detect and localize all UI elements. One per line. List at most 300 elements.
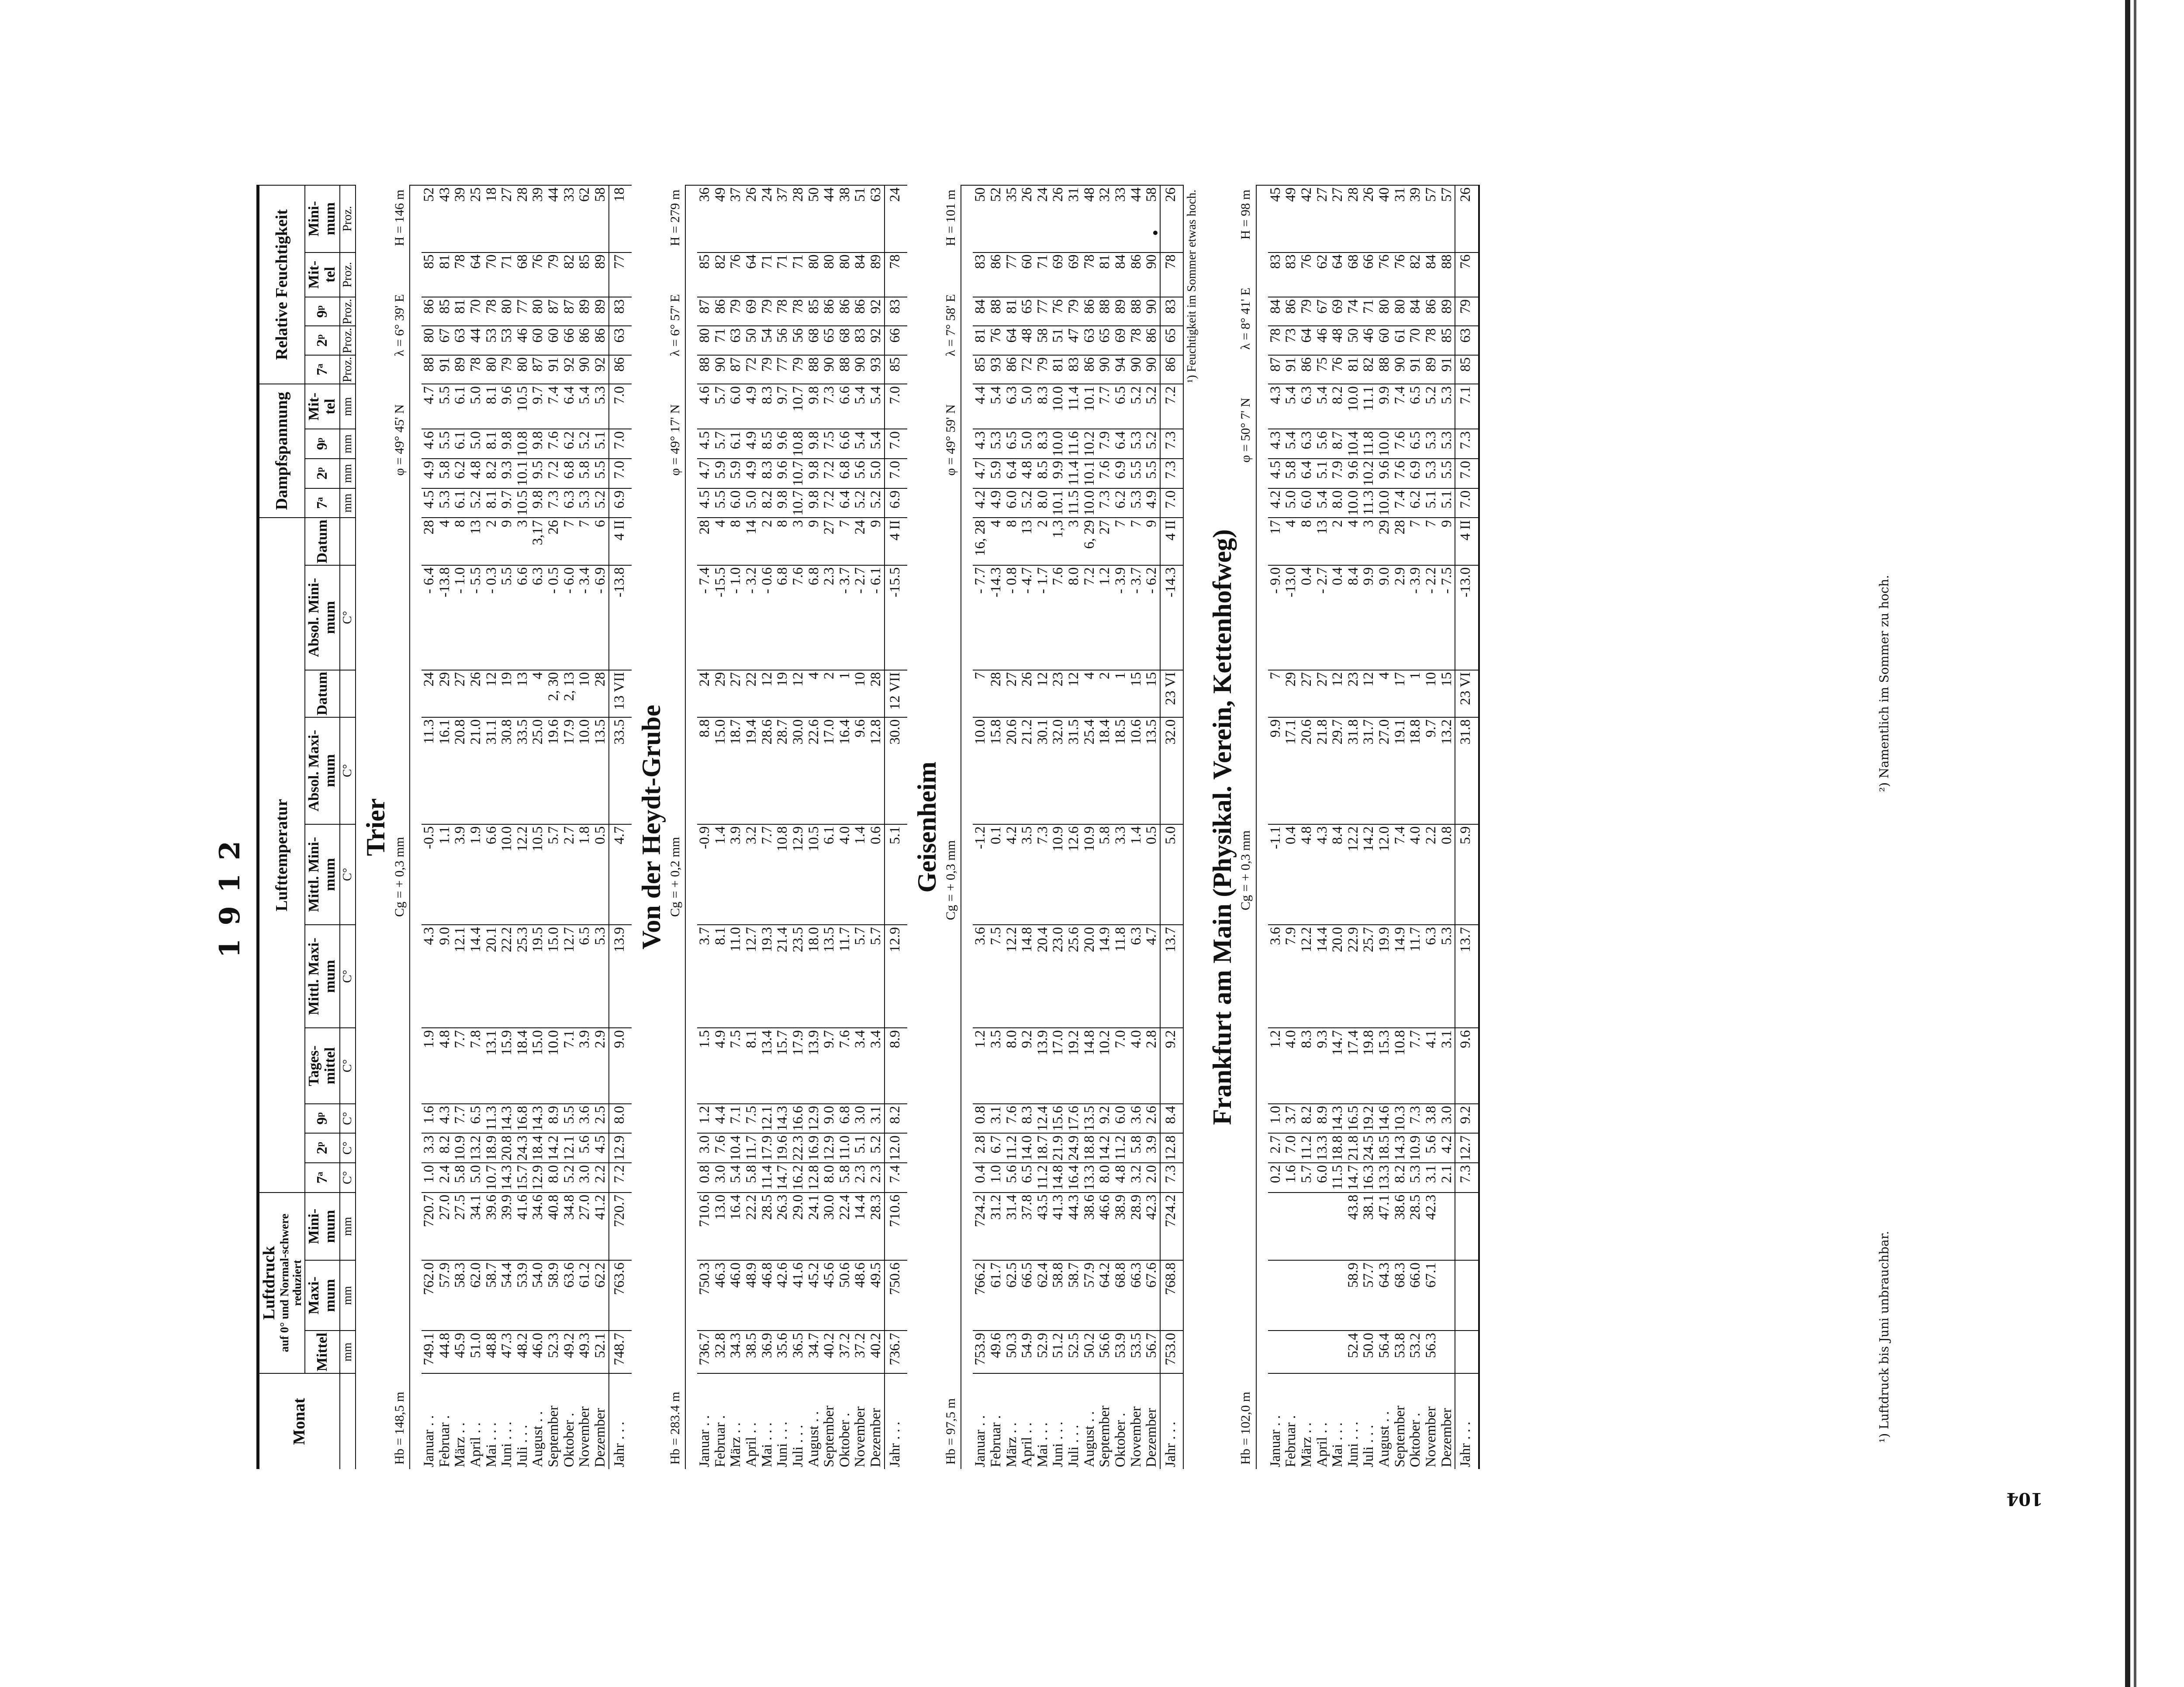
value-cell: 50.0 [1361, 1331, 1377, 1373]
value-cell: 5.5 [593, 459, 609, 488]
value-cell: 2, 13 [562, 670, 577, 717]
value-cell: 17.0 [1051, 1028, 1066, 1103]
value-cell: 47.3 [499, 1331, 515, 1373]
value-cell: 12.0 [1377, 824, 1393, 925]
value-cell: 10.0 [546, 1028, 562, 1103]
table-body [356, 185, 1479, 1469]
header-dampfspannung: Dampfspannung [258, 384, 305, 518]
value-cell: 26 [468, 670, 484, 717]
value-cell: 5.7 [713, 429, 729, 459]
value-cell: 6.8 [837, 459, 853, 488]
year-value: 7.1 [1455, 384, 1479, 429]
value-cell: 89 [593, 297, 609, 326]
value-cell: 78 [1268, 326, 1284, 355]
value-cell: 11.1 [1361, 384, 1377, 429]
value-cell: 16.9 [806, 1133, 822, 1163]
value-cell: 3.1 [868, 1104, 885, 1134]
value-cell: 27 [1299, 670, 1315, 717]
value-cell: 79 [499, 355, 515, 384]
value-cell: 18.4 [530, 1133, 546, 1163]
value-cell: -0.5 [422, 824, 437, 925]
value-cell: 7.3 [546, 488, 562, 518]
year-value: 77 [609, 252, 632, 297]
value-cell: 13.9 [806, 1028, 822, 1103]
value-cell: 27.0 [437, 1193, 453, 1260]
unit-header: mm [340, 1260, 356, 1331]
value-cell: 58.7 [1066, 1260, 1082, 1331]
value-cell: 5.3 [1439, 925, 1455, 1028]
value-cell: 58 [1144, 185, 1160, 252]
value-cell: 4.9 [1144, 488, 1160, 518]
value-cell: 9 [806, 518, 822, 565]
value-cell: 12.7 [562, 925, 577, 1028]
value-cell: 76 [1299, 252, 1315, 297]
value-cell: 87 [562, 297, 577, 326]
value-cell: 76 [1393, 252, 1408, 297]
value-cell: 7.2 [1082, 565, 1098, 670]
value-cell: 7.3 [1097, 488, 1113, 518]
value-cell: 11.5 [1330, 1163, 1346, 1193]
value-cell: 7.5 [988, 925, 1004, 1028]
unit-header: mm [340, 488, 356, 518]
value-cell: 49.2 [562, 1331, 577, 1373]
value-cell: 6.6 [837, 384, 853, 429]
value-cell: 12.9 [806, 1104, 822, 1134]
value-cell: 89 [593, 252, 609, 297]
value-cell: 89 [577, 297, 593, 326]
table-row [1129, 185, 1144, 1469]
value-cell: 15.0 [530, 1028, 546, 1103]
value-cell: 22.4 [837, 1193, 853, 1260]
column-header: Mini-mum [305, 185, 339, 252]
value-cell: 85 [577, 252, 593, 297]
value-cell: 4 [1082, 670, 1098, 717]
year-value: 5.1 [885, 824, 908, 925]
value-cell: 88 [1097, 297, 1113, 326]
value-cell: 31 [1393, 185, 1408, 252]
value-cell: 10.0 [973, 717, 988, 824]
table-row [853, 185, 868, 1469]
value-cell: 91 [1439, 355, 1455, 384]
value-cell: 41.2 [593, 1193, 609, 1260]
value-cell: 53 [499, 326, 515, 355]
value-cell: 89 [1439, 297, 1455, 326]
station-coords [668, 190, 682, 476]
value-cell: 10.5 [515, 488, 531, 518]
year-value: 7.0 [609, 459, 632, 488]
value-cell: 4.8 [1299, 824, 1315, 925]
value-cell: 21.8 [1346, 1133, 1362, 1163]
unit-header: Proz. [340, 185, 356, 252]
value-cell: 58.7 [484, 1260, 500, 1331]
value-cell: 90 [713, 355, 729, 384]
value-cell: 0.2 [1268, 1163, 1284, 1193]
value-cell: 12 [760, 670, 775, 717]
header-row-columns [305, 185, 339, 1469]
value-cell: 84 [853, 252, 868, 297]
value-cell: 8.1 [484, 488, 500, 518]
value-cell: 81 [973, 326, 988, 355]
value-cell: 52 [422, 185, 437, 252]
year-value: 4 II [609, 518, 632, 565]
year-value: 13.7 [1160, 925, 1184, 1028]
spacer-cell [1256, 185, 1268, 1469]
value-cell: 83 [1268, 252, 1284, 297]
month-cell: Juli . . . [515, 1373, 531, 1469]
value-cell: - 3.4 [577, 565, 593, 670]
value-cell: 12.1 [453, 925, 468, 1028]
value-cell: 6.4 [837, 488, 853, 518]
value-cell: 5.3 [577, 488, 593, 518]
value-cell: 9.9 [1268, 717, 1284, 824]
value-cell: 28 [1393, 518, 1408, 565]
value-cell: 78 [468, 355, 484, 384]
year-label: Jahr . . . [885, 1373, 908, 1469]
value-cell: 28.3 [868, 1193, 885, 1260]
value-cell: 18.5 [1377, 1133, 1393, 1163]
value-cell: - 6.2 [1144, 565, 1160, 670]
spacer-cell [685, 185, 697, 1469]
value-cell: 4 [988, 518, 1004, 565]
value-cell: 68 [837, 326, 853, 355]
value-cell: 736.7 [697, 1331, 713, 1373]
value-cell: 38 [837, 185, 853, 252]
value-cell: 56.3 [1424, 1331, 1439, 1373]
value-cell: 44.3 [1066, 1193, 1082, 1260]
value-cell: 71 [1035, 252, 1051, 297]
month-cell: Juni . . . [1051, 1373, 1066, 1469]
value-cell: 3.6 [577, 1104, 593, 1134]
value-cell: 10.9 [1408, 1133, 1424, 1163]
value-cell: 31.2 [988, 1193, 1004, 1260]
value-cell: 44 [468, 326, 484, 355]
value-cell: 44 [822, 185, 837, 252]
value-cell: 17.9 [791, 1028, 806, 1103]
value-cell: 9.9 [1361, 565, 1377, 670]
value-cell: 67 [437, 326, 453, 355]
value-cell: 46.6 [1097, 1193, 1113, 1260]
value-cell: 14.0 [1019, 1133, 1035, 1163]
value-cell: 14.7 [775, 1163, 791, 1193]
value-cell: 5.4 [1283, 429, 1299, 459]
value-cell: 6.6 [515, 565, 531, 670]
year-value: 5.9 [1455, 824, 1479, 925]
value-cell: 10.5 [806, 824, 822, 925]
value-cell: 18.5 [1113, 717, 1129, 824]
value-cell: 7.3 [1408, 1104, 1424, 1134]
value-cell: 13.1 [484, 1028, 500, 1103]
value-cell: 79 [1035, 355, 1051, 384]
value-cell: 87 [697, 297, 713, 326]
year-value: 724.2 [1160, 1193, 1184, 1260]
year-row [885, 185, 908, 1469]
value-cell: 47.1 [1377, 1193, 1393, 1260]
value-cell: 18.4 [515, 1028, 531, 1103]
value-cell: 34.8 [562, 1193, 577, 1260]
station-footnote: ¹) Feuchtigkeit im Sommer etwas hoch. [1183, 185, 1202, 1469]
value-cell: 49.5 [868, 1260, 885, 1331]
value-cell: 12.8 [868, 717, 885, 824]
value-cell: 72 [1019, 355, 1035, 384]
value-cell: 5.8 [1283, 459, 1299, 488]
value-cell: 18.8 [1408, 717, 1424, 824]
station-phi: φ = 49° 45' N [392, 404, 407, 476]
value-cell: 39.9 [499, 1193, 515, 1260]
value-cell: 5.3 [988, 429, 1004, 459]
value-cell: 84 [1424, 252, 1439, 297]
value-cell: 1.4 [853, 824, 868, 925]
value-cell: 21.4 [775, 925, 791, 1028]
value-cell: 9.8 [775, 488, 791, 518]
year-value: 6.9 [609, 488, 632, 518]
value-cell: 7.6 [713, 1133, 729, 1163]
value-cell: 12.6 [1066, 824, 1082, 925]
value-cell: 45.2 [806, 1260, 822, 1331]
value-cell: 45 [1268, 185, 1284, 252]
page-year: 1912 [214, 827, 246, 958]
value-cell: 3.1 [1439, 1028, 1455, 1103]
column-header: Mini-mum [305, 1193, 339, 1260]
value-cell: 17.9 [562, 717, 577, 824]
value-cell: 85 [806, 297, 822, 326]
value-cell: 81 [1004, 297, 1020, 326]
year-value: 12.9 [885, 925, 908, 1028]
year-value: 7.3 [1160, 1163, 1184, 1193]
value-cell: - 0.3 [484, 565, 500, 670]
value-cell: -15.5 [713, 565, 729, 670]
value-cell: 39.6 [484, 1193, 500, 1260]
value-cell: 5.3 [1129, 429, 1144, 459]
value-cell: 52.9 [1035, 1331, 1051, 1373]
value-cell: 39 [1408, 185, 1424, 252]
header-monat: Monat [258, 1373, 340, 1469]
value-cell: 14.3 [499, 1163, 515, 1193]
value-cell: 6.5 [1408, 384, 1424, 429]
value-cell: 16.2 [791, 1163, 806, 1193]
month-cell: Dezember [1439, 1373, 1455, 1469]
value-cell: -0.9 [697, 824, 713, 925]
month-cell: April . . [468, 1373, 484, 1469]
value-cell [1299, 1331, 1315, 1373]
value-cell: 2 [760, 518, 775, 565]
value-cell: 7 [562, 518, 577, 565]
value-cell: 6.8 [837, 1104, 853, 1134]
value-cell: 47 [1066, 326, 1082, 355]
value-cell: - 3.7 [1129, 565, 1144, 670]
value-cell: 7.0 [1113, 1028, 1129, 1103]
station-coords [944, 190, 958, 476]
value-cell: 4.9 [422, 459, 437, 488]
value-cell: 2.6 [1144, 1104, 1160, 1134]
value-cell: 53.8 [1393, 1331, 1408, 1373]
table-row [1066, 185, 1082, 1469]
value-cell: 13.2 [1439, 717, 1455, 824]
value-cell: 22.2 [499, 925, 515, 1028]
station-height: H = 101 m [943, 190, 958, 246]
year-value: 31.8 [1455, 717, 1479, 824]
value-cell: 79 [760, 297, 775, 326]
unit-header: C° [340, 1028, 356, 1103]
value-cell: 12.2 [1299, 925, 1315, 1028]
value-cell: 86 [1004, 355, 1020, 384]
header-feuchtigkeit: Relative Feuchtigkeit [258, 185, 305, 384]
month-cell: Oktober . [1408, 1373, 1424, 1469]
value-cell: 17.0 [822, 717, 837, 824]
value-cell: 4.5 [1268, 459, 1284, 488]
value-cell: 46 [1361, 326, 1377, 355]
value-cell: 5.5 [437, 384, 453, 429]
value-cell: 71 [499, 252, 515, 297]
value-cell: 23.5 [791, 925, 806, 1028]
value-cell: - 0.8 [1004, 565, 1020, 670]
value-cell: 80 [837, 252, 853, 297]
value-cell: 20.1 [484, 925, 500, 1028]
value-cell: 48.6 [853, 1260, 868, 1331]
value-cell: 87 [728, 355, 744, 384]
value-cell: 1.6 [422, 1104, 437, 1134]
value-cell: 5.2 [1144, 429, 1160, 459]
value-cell: 24 [1035, 185, 1051, 252]
value-cell: 9.7 [530, 384, 546, 429]
value-cell: 0.4 [1299, 565, 1315, 670]
value-cell: 44 [546, 185, 562, 252]
value-cell: 3.5 [1019, 824, 1035, 925]
value-cell: 57.7 [1361, 1260, 1377, 1331]
value-cell: 1.9 [468, 824, 484, 925]
value-cell: 28.9 [1129, 1193, 1144, 1260]
value-cell: 10.3 [1393, 1104, 1408, 1134]
value-cell: 2.3 [822, 565, 837, 670]
value-cell: 10.2 [1082, 429, 1098, 459]
value-cell: 10.2 [1361, 459, 1377, 488]
value-cell: 9.0 [1377, 565, 1393, 670]
value-cell: 6 [593, 518, 609, 565]
unit-header: C° [340, 824, 356, 925]
value-cell: 53.5 [1129, 1331, 1144, 1373]
value-cell: 31.5 [1066, 717, 1082, 824]
month-cell: Dezember [1144, 1373, 1160, 1469]
value-cell: 82 [713, 252, 729, 297]
value-cell: 5.4 [868, 429, 885, 459]
value-cell: 6.8 [562, 459, 577, 488]
value-cell: 66.3 [1129, 1260, 1144, 1331]
value-cell: 3.2 [1129, 1163, 1144, 1193]
value-cell: 6, 29 [1082, 518, 1098, 565]
unit-header: mm [340, 384, 356, 429]
year-value: 7.0 [885, 429, 908, 459]
value-cell: 53 [484, 326, 500, 355]
value-cell: 2.2 [593, 1163, 609, 1193]
table-row [1424, 185, 1439, 1469]
value-cell: 29 [1377, 518, 1393, 565]
year-value: 7.0 [885, 459, 908, 488]
value-cell: 4.7 [697, 459, 713, 488]
value-cell: 28 [593, 670, 609, 717]
value-cell: 7.6 [1004, 1104, 1020, 1134]
value-cell: 58.9 [1346, 1260, 1362, 1331]
value-cell: 10.9 [1082, 824, 1098, 925]
value-cell: 80 [822, 252, 837, 297]
value-cell: 82 [1408, 252, 1424, 297]
value-cell: 49.6 [988, 1331, 1004, 1373]
value-cell: -14.3 [988, 565, 1004, 670]
value-cell: 31 [1066, 185, 1082, 252]
value-cell: 12.9 [530, 1163, 546, 1193]
value-cell: 24 [760, 185, 775, 252]
year-value: 5.0 [1160, 824, 1184, 925]
spacer-row [685, 185, 697, 1469]
station-title-row [907, 185, 941, 1469]
value-cell: 5.2 [577, 429, 593, 459]
value-cell: 26 [1051, 185, 1066, 252]
value-cell: 46.0 [530, 1331, 546, 1373]
value-cell: 17.1 [1283, 717, 1299, 824]
station-title-row [1203, 185, 1237, 1469]
value-cell: 9 [1439, 518, 1455, 565]
value-cell: 750.3 [697, 1260, 713, 1331]
value-cell: 7.8 [468, 1028, 484, 1103]
year-value: 66 [885, 326, 908, 355]
value-cell: 28.5 [1408, 1193, 1424, 1260]
value-cell: 48 [1082, 185, 1098, 252]
value-cell: 85 [973, 355, 988, 384]
value-cell: 78 [484, 297, 500, 326]
value-cell: 12.2 [1004, 925, 1020, 1028]
value-cell: 5.5 [437, 429, 453, 459]
value-cell: 48.2 [515, 1331, 531, 1373]
value-cell: 9.8 [530, 488, 546, 518]
value-cell: 14.3 [775, 1104, 791, 1134]
value-cell: 89 [453, 355, 468, 384]
value-cell: 24.3 [515, 1133, 531, 1163]
value-cell: 7.5 [822, 429, 837, 459]
value-cell: 7.7 [760, 824, 775, 925]
month-cell: März . . [1299, 1373, 1315, 1469]
value-cell: 29 [713, 670, 729, 717]
value-cell: 14.9 [1393, 925, 1408, 1028]
value-cell: 79 [546, 252, 562, 297]
value-cell: 45.9 [453, 1331, 468, 1373]
value-cell: -13.8 [437, 565, 453, 670]
value-cell: 52.1 [593, 1331, 609, 1373]
value-cell: 14.3 [499, 1104, 515, 1134]
value-cell: 37.8 [1019, 1193, 1035, 1260]
value-cell: 88 [1439, 252, 1455, 297]
table-row [484, 185, 500, 1469]
value-cell: 11.4 [1066, 459, 1082, 488]
year-value: 8.2 [885, 1104, 908, 1134]
month-cell: Januar . . [422, 1373, 437, 1469]
value-cell: 6.3 [1299, 384, 1315, 429]
year-value: 7.0 [885, 384, 908, 429]
value-cell: 8.2 [1393, 1163, 1408, 1193]
table-row [697, 185, 713, 1469]
value-cell: 10.0 [499, 824, 515, 925]
column-header: 9ᵖ [305, 297, 339, 326]
value-cell: 66 [1361, 252, 1377, 297]
value-cell: 9.6 [1377, 459, 1393, 488]
value-cell: 749.1 [422, 1331, 437, 1373]
year-value: 76 [1455, 252, 1479, 297]
value-cell: 7.6 [1393, 429, 1408, 459]
value-cell: 37.2 [853, 1331, 868, 1373]
year-value: 63 [609, 326, 632, 355]
value-cell: 31.8 [1346, 717, 1362, 824]
column-header: 2ᵖ [305, 326, 339, 355]
value-cell: 10.7 [791, 384, 806, 429]
month-cell: September [1097, 1373, 1113, 1469]
value-cell: 7.4 [1393, 488, 1408, 518]
